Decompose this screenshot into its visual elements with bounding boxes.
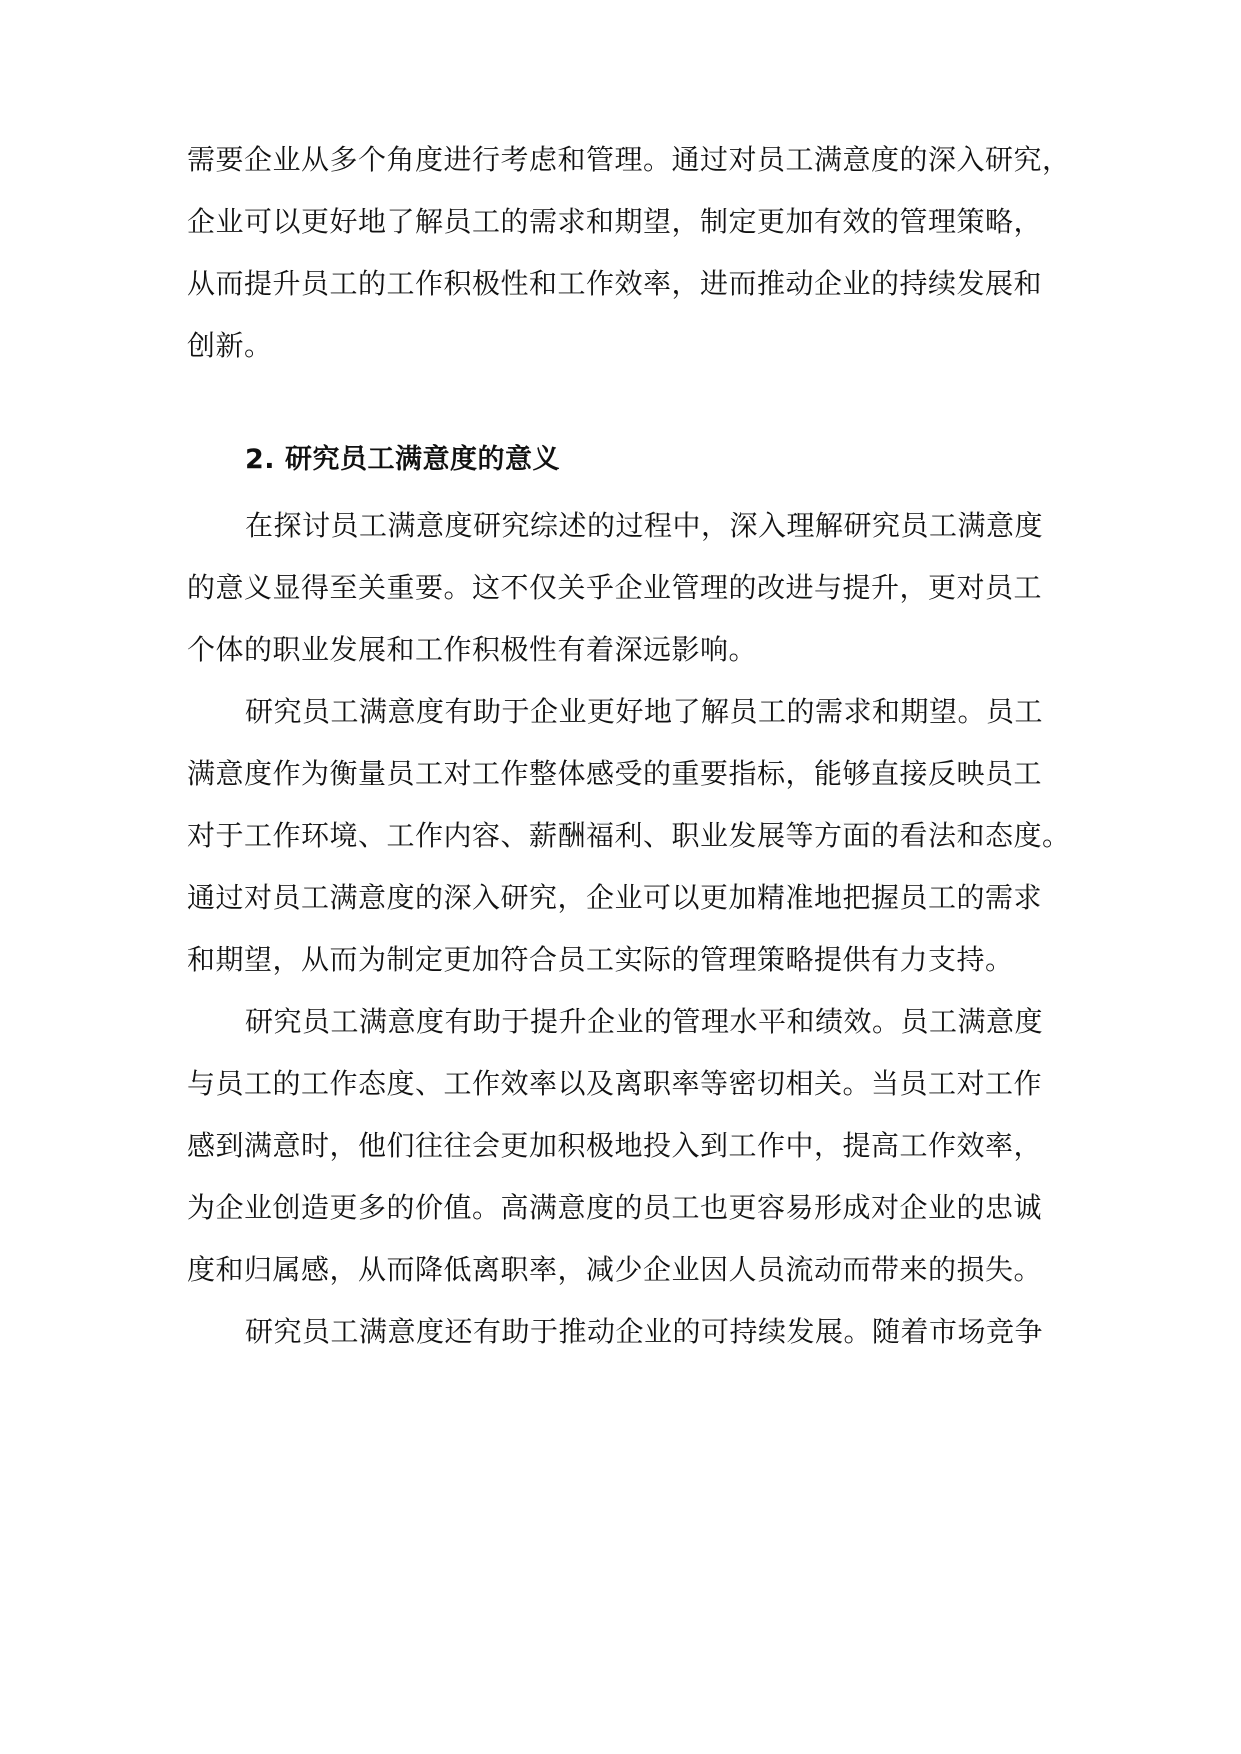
paragraph-line: 度和归属感，从而降低离职率，减少企业因人员流动而带来的损失。: [187, 1253, 1043, 1286]
paragraph-line: 企业可以更好地了解员工的需求和期望，制定更加有效的管理策略，: [187, 205, 1043, 238]
paragraph-line: 创新。: [187, 329, 273, 362]
paragraph-line: 研究员工满意度有助于企业更好地了解员工的需求和期望。员工: [245, 695, 1044, 728]
paragraph-line: 为企业创造更多的价值。高满意度的员工也更容易形成对企业的忠诚: [187, 1191, 1043, 1224]
paragraph-line: 满意度作为衡量员工对工作整体感受的重要指标，能够直接反映员工: [187, 757, 1043, 790]
paragraph-line: 个体的职业发展和工作积极性有着深远影响。: [187, 633, 758, 666]
paragraph-line: 和期望，从而为制定更加符合员工实际的管理策略提供有力支持。: [187, 943, 1014, 976]
paragraph-line: 通过对员工满意度的深入研究，企业可以更加精准地把握员工的需求: [187, 881, 1043, 914]
paragraph-line: 对于工作环境、工作内容、薪酬福利、职业发展等方面的看法和态度。: [187, 819, 1071, 852]
paragraph-line: 与员工的工作态度、工作效率以及离职率等密切相关。当员工对工作: [187, 1067, 1043, 1100]
paragraph-line: 在探讨员工满意度研究综述的过程中，深入理解研究员工满意度: [245, 509, 1044, 542]
section-heading: 2. 研究员工满意度的意义: [245, 444, 560, 475]
paragraph-line: 感到满意时，他们往往会更加积极地投入到工作中，提高工作效率，: [187, 1129, 1043, 1162]
paragraph-line: 研究员工满意度还有助于推动企业的可持续发展。随着市场竞争: [245, 1315, 1044, 1348]
paragraph-line: 从而提升员工的工作积极性和工作效率，进而推动企业的持续发展和: [187, 267, 1043, 300]
paragraph-line: 的意义显得至关重要。这不仅关乎企业管理的改进与提升，更对员工: [187, 571, 1043, 604]
paragraph-line: 研究员工满意度有助于提升企业的管理水平和绩效。员工满意度: [245, 1005, 1044, 1038]
paragraph-line: 需要企业从多个角度进行考虑和管理。通过对员工满意度的深入研究，: [187, 143, 1071, 176]
